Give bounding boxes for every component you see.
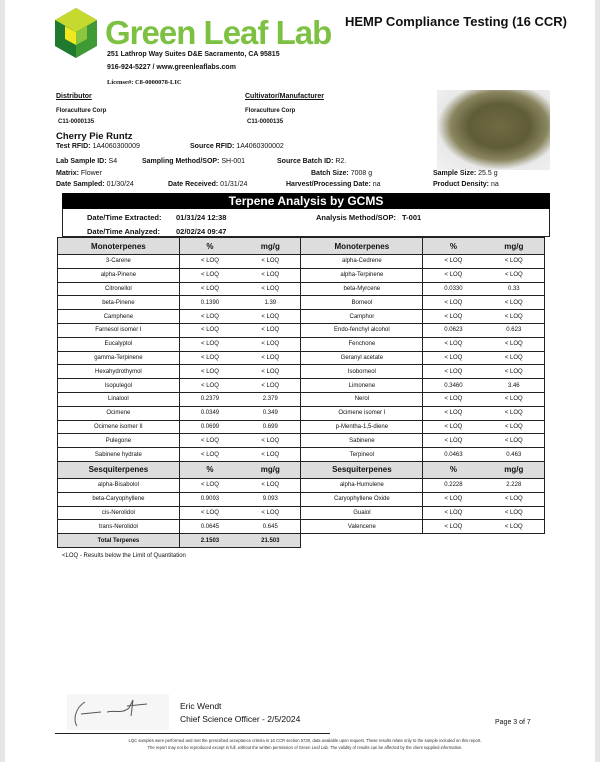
mgg-value: < LOQ [484, 434, 545, 448]
percent-value: < LOQ [179, 478, 240, 492]
compound-name: Ocimene [58, 406, 180, 420]
analysis-title: Terpene Analysis by GCMS [62, 193, 550, 209]
field-label: Batch Size: [311, 170, 349, 177]
percent-header: % [206, 465, 214, 475]
field-value: 01/31/24 [220, 181, 248, 188]
table-row [58, 420, 545, 434]
total-percent: 2.1503 [179, 534, 240, 548]
compound-name: Valencene [301, 520, 423, 534]
mgg-value: 1.39 [240, 296, 301, 310]
mgg-value: 3.46 [484, 379, 545, 393]
compound-name: cis-Nerolidol [58, 506, 180, 520]
table-row [58, 520, 545, 534]
field-value: Flower [80, 170, 102, 177]
mgg-value: < LOQ [484, 506, 545, 520]
percent-value: < LOQ [423, 420, 484, 434]
extracted-label: Date/Time Extracted: [87, 213, 162, 222]
mgg-value: 0.463 [484, 448, 545, 462]
field-label: Date Sampled: [56, 181, 105, 188]
field-value: 1A4060300009 [92, 143, 140, 150]
compound-name: Isopulegol [58, 379, 180, 393]
sample-field [190, 143, 284, 150]
compound-name: Geranyl acetate [301, 351, 423, 365]
distributor-name: Floraculture Corp [56, 108, 107, 114]
percent-value: < LOQ [179, 337, 240, 351]
sample-field [56, 181, 134, 188]
percent-value: 0.2228 [423, 478, 484, 492]
percent-value: < LOQ [423, 337, 484, 351]
percent-value: < LOQ [423, 365, 484, 379]
mgg-value: < LOQ [484, 255, 545, 269]
percent-value: < LOQ [179, 351, 240, 365]
table-row [58, 296, 545, 310]
percent-value: < LOQ [179, 323, 240, 337]
method-value: T-001 [402, 213, 422, 222]
lab-logo-text: Green Leaf Lab [105, 14, 332, 51]
column-header [179, 461, 301, 478]
compound-name: Sabinene hydrate [58, 448, 180, 462]
column-header [423, 461, 545, 478]
table-row [58, 323, 545, 337]
field-label: Sampling Method/SOP: [142, 158, 220, 165]
table-row [58, 282, 545, 296]
sample-field [56, 170, 102, 177]
field-label: Harvest/Processing Date: [286, 181, 371, 188]
mgg-value: < LOQ [484, 351, 545, 365]
table-row [58, 506, 545, 520]
sample-field [142, 158, 245, 165]
page-number: Page 3 of 7 [495, 719, 531, 726]
percent-value: 0.0349 [179, 406, 240, 420]
percent-value: < LOQ [179, 506, 240, 520]
percent-value: < LOQ [179, 434, 240, 448]
table-row [58, 351, 545, 365]
distributor-label: Distributor [56, 93, 92, 100]
distributor-id: C11-0000135 [58, 119, 95, 125]
percent-value: < LOQ [423, 392, 484, 406]
compound-name: Borneol [301, 296, 423, 310]
compound-name: trans-Nerolidol [58, 520, 180, 534]
sample-field [433, 170, 498, 177]
sample-name: Cherry Pie Runtz [56, 131, 133, 142]
lab-license: License#: C8-0000078-LIC [107, 79, 182, 86]
compound-name: Linalool [58, 392, 180, 406]
compound-name: alpha-Humulene [301, 478, 423, 492]
percent-value: < LOQ [179, 268, 240, 282]
compound-name: alpha-Terpinene [301, 268, 423, 282]
mgg-value: < LOQ [484, 310, 545, 324]
field-value: 7008 g [350, 170, 373, 177]
table-row [58, 310, 545, 324]
percent-value: < LOQ [179, 448, 240, 462]
mgg-value: < LOQ [484, 392, 545, 406]
mgg-value: < LOQ [240, 478, 301, 492]
compound-name: Guaiol [301, 506, 423, 520]
sample-photo [437, 90, 550, 170]
percent-value: < LOQ [423, 268, 484, 282]
mgg-value: < LOQ [484, 520, 545, 534]
field-value: S4 [108, 158, 118, 165]
percent-value: < LOQ [423, 492, 484, 506]
compound-name: Eucalyptol [58, 337, 180, 351]
field-value: SH-001 [221, 158, 246, 165]
column-header [423, 238, 545, 255]
mgg-value: 0.699 [240, 420, 301, 434]
mgg-value: < LOQ [484, 406, 545, 420]
compound-name: alpha-Cedrene [301, 255, 423, 269]
percent-value: < LOQ [423, 520, 484, 534]
percent-header: % [449, 241, 457, 251]
table-row [58, 268, 545, 282]
compound-name: beta-Pinene [58, 296, 180, 310]
extracted-value: 01/31/24 12:38 [176, 213, 227, 222]
sample-field [311, 170, 372, 177]
percent-value: 0.1390 [179, 296, 240, 310]
percent-value: < LOQ [423, 310, 484, 324]
lab-address: 251 Lathrop Way Suites D&E Sacramento, CA 95815 [107, 51, 280, 58]
compound-name: Farnesol isomer I [58, 323, 180, 337]
table-row [58, 337, 545, 351]
compound-name: Isoborneol [301, 365, 423, 379]
column-header: Sesquiterpenes [301, 461, 423, 478]
field-label: Source RFID: [190, 143, 235, 150]
loq-note: <LOQ - Results below the Limit of Quantitation [62, 553, 186, 559]
percent-value: < LOQ [423, 506, 484, 520]
compound-name: Pulegone [58, 434, 180, 448]
mgg-value: < LOQ [240, 506, 301, 520]
total-row [58, 534, 545, 548]
signer-name: Eric Wendt [180, 701, 222, 711]
percent-value: < LOQ [423, 296, 484, 310]
column-header: Sesquiterpenes [58, 461, 180, 478]
field-value: na [372, 181, 381, 188]
percent-value: 0.0330 [423, 282, 484, 296]
mgg-value: < LOQ [240, 282, 301, 296]
percent-value: < LOQ [423, 351, 484, 365]
table-row [58, 255, 545, 269]
lab-contact: 916-924-5227 / www.greenleaflabs.com [107, 64, 236, 71]
sample-field [277, 158, 346, 165]
sample-field [168, 181, 247, 188]
mgg-value: < LOQ [240, 365, 301, 379]
mgg-value: < LOQ [240, 268, 301, 282]
field-label: Matrix: [56, 170, 79, 177]
compound-name: Ocimene isomer I [301, 406, 423, 420]
field-value: 1A4060300002 [236, 143, 284, 150]
sample-field [433, 181, 499, 188]
disclaimer-line-2: The report may not be reproduced except in full, without the written permission of Green Leaf Lab. The validity of results can be affected by the client supplied information. [147, 745, 463, 750]
mgg-value: < LOQ [240, 323, 301, 337]
signature-image [67, 694, 169, 730]
mgg-value: < LOQ [484, 365, 545, 379]
percent-value: < LOQ [423, 255, 484, 269]
analyzed-label: Date/Time Analyzed: [87, 227, 160, 236]
compound-name: Sabinene [301, 434, 423, 448]
percent-value: < LOQ [423, 434, 484, 448]
table-row [58, 379, 545, 393]
column-header: Monoterpenes [301, 238, 423, 255]
compound-name: gamma-Terpinene [58, 351, 180, 365]
compound-name: Citronellol [58, 282, 180, 296]
mgg-value: 0.349 [240, 406, 301, 420]
mgg-value: < LOQ [240, 337, 301, 351]
compound-name: p-Mentha-1,5-diene [301, 420, 423, 434]
cultivator-name: Floraculture Corp [245, 108, 296, 114]
mgg-value: 2.228 [484, 478, 545, 492]
method-label: Analysis Method/SOP: [316, 213, 397, 222]
percent-value: < LOQ [179, 255, 240, 269]
mgg-header: mg/g [260, 241, 280, 251]
mgg-value: 9.093 [240, 492, 301, 506]
mgg-header: mg/g [504, 465, 524, 475]
compound-name: 3-Carene [58, 255, 180, 269]
report-title: HEMP Compliance Testing (16 CCR) [345, 14, 567, 29]
percent-value: 0.9093 [179, 492, 240, 506]
compound-name: Camphor [301, 310, 423, 324]
cultivator-label: Cultivator/Manufacturer [245, 93, 324, 100]
mgg-value: 0.33 [484, 282, 545, 296]
compound-name: Ocimene isomer II [58, 420, 180, 434]
compound-name: Terpineol [301, 448, 423, 462]
mgg-value: 2.379 [240, 392, 301, 406]
percent-header: % [449, 465, 457, 475]
compound-name: beta-Caryophyllene [58, 492, 180, 506]
section-header [58, 461, 545, 478]
mgg-value: < LOQ [240, 351, 301, 365]
percent-value: 0.0463 [423, 448, 484, 462]
mgg-value: < LOQ [240, 434, 301, 448]
mgg-value: < LOQ [240, 448, 301, 462]
compound-name: Camphene [58, 310, 180, 324]
sample-field [286, 181, 381, 188]
mgg-value: < LOQ [240, 310, 301, 324]
table-row [58, 492, 545, 506]
table-row [58, 406, 545, 420]
mgg-value: < LOQ [484, 492, 545, 506]
percent-value: < LOQ [179, 365, 240, 379]
column-header: Monoterpenes [58, 238, 180, 255]
percent-header: % [206, 241, 214, 251]
compound-name: alpha-Pinene [58, 268, 180, 282]
percent-value: < LOQ [179, 379, 240, 393]
field-label: Sample Size: [433, 170, 477, 177]
field-label: Date Received: [168, 181, 219, 188]
field-label: Lab Sample ID: [56, 158, 107, 165]
table-row [58, 365, 545, 379]
mgg-value: < LOQ [240, 255, 301, 269]
compound-name: Limonene [301, 379, 423, 393]
mgg-value: < LOQ [484, 268, 545, 282]
column-header [179, 238, 301, 255]
percent-value: 0.0645 [179, 520, 240, 534]
compound-name: beta-Myrcene [301, 282, 423, 296]
field-value: 25.5 g [478, 170, 498, 177]
compound-name: Caryophyllene Oxide [301, 492, 423, 506]
report-page [5, 0, 595, 762]
mgg-value: < LOQ [484, 337, 545, 351]
analyzed-value: 02/02/24 09:47 [176, 227, 227, 236]
compound-name: Hexahydrothymol [58, 365, 180, 379]
compound-name: alpha-Bisabolol [58, 478, 180, 492]
field-value: 01/30/24 [106, 181, 134, 188]
percent-value: 0.3460 [423, 379, 484, 393]
table-row [58, 448, 545, 462]
field-label: Product Density: [433, 181, 490, 188]
percent-value: < LOQ [423, 406, 484, 420]
disclaimer-line-1: LQC samples were performed and met the prescribed acceptance criteria in 16 CCR section 5730, data available upon request. These results relate only to the sample included on this report. [128, 738, 482, 743]
signer-title: Chief Science Officer - 2/5/2024 [180, 714, 301, 724]
cultivator-id: C11-0000135 [247, 119, 284, 125]
field-value: na [490, 181, 499, 188]
mgg-value: < LOQ [240, 379, 301, 393]
analysis-meta [62, 209, 550, 237]
table-row [58, 392, 545, 406]
percent-value: < LOQ [179, 310, 240, 324]
mgg-value: 0.645 [240, 520, 301, 534]
section-header [58, 238, 545, 255]
mgg-value: < LOQ [484, 296, 545, 310]
percent-value: < LOQ [179, 282, 240, 296]
terpene-table [57, 237, 545, 548]
field-value: R2. [335, 158, 347, 165]
signature-line [55, 733, 330, 734]
mgg-header: mg/g [504, 241, 524, 251]
mgg-header: mg/g [260, 465, 280, 475]
mgg-value: < LOQ [484, 420, 545, 434]
percent-value: 0.0623 [423, 323, 484, 337]
sample-field [56, 143, 140, 150]
mgg-value: 0.623 [484, 323, 545, 337]
sample-field [56, 158, 117, 165]
total-label: Total Terpenes [58, 534, 180, 548]
logo-icon [55, 8, 97, 60]
compound-name: Endo-fenchyl alcohol [301, 323, 423, 337]
percent-value: 0.0699 [179, 420, 240, 434]
total-mgg: 21.503 [240, 534, 301, 548]
field-label: Source Batch ID: [277, 158, 334, 165]
compound-name: Nerol [301, 392, 423, 406]
table-row [58, 434, 545, 448]
field-label: Test RFID: [56, 143, 91, 150]
compound-name: Fenchone [301, 337, 423, 351]
percent-value: 0.2379 [179, 392, 240, 406]
table-row [58, 478, 545, 492]
